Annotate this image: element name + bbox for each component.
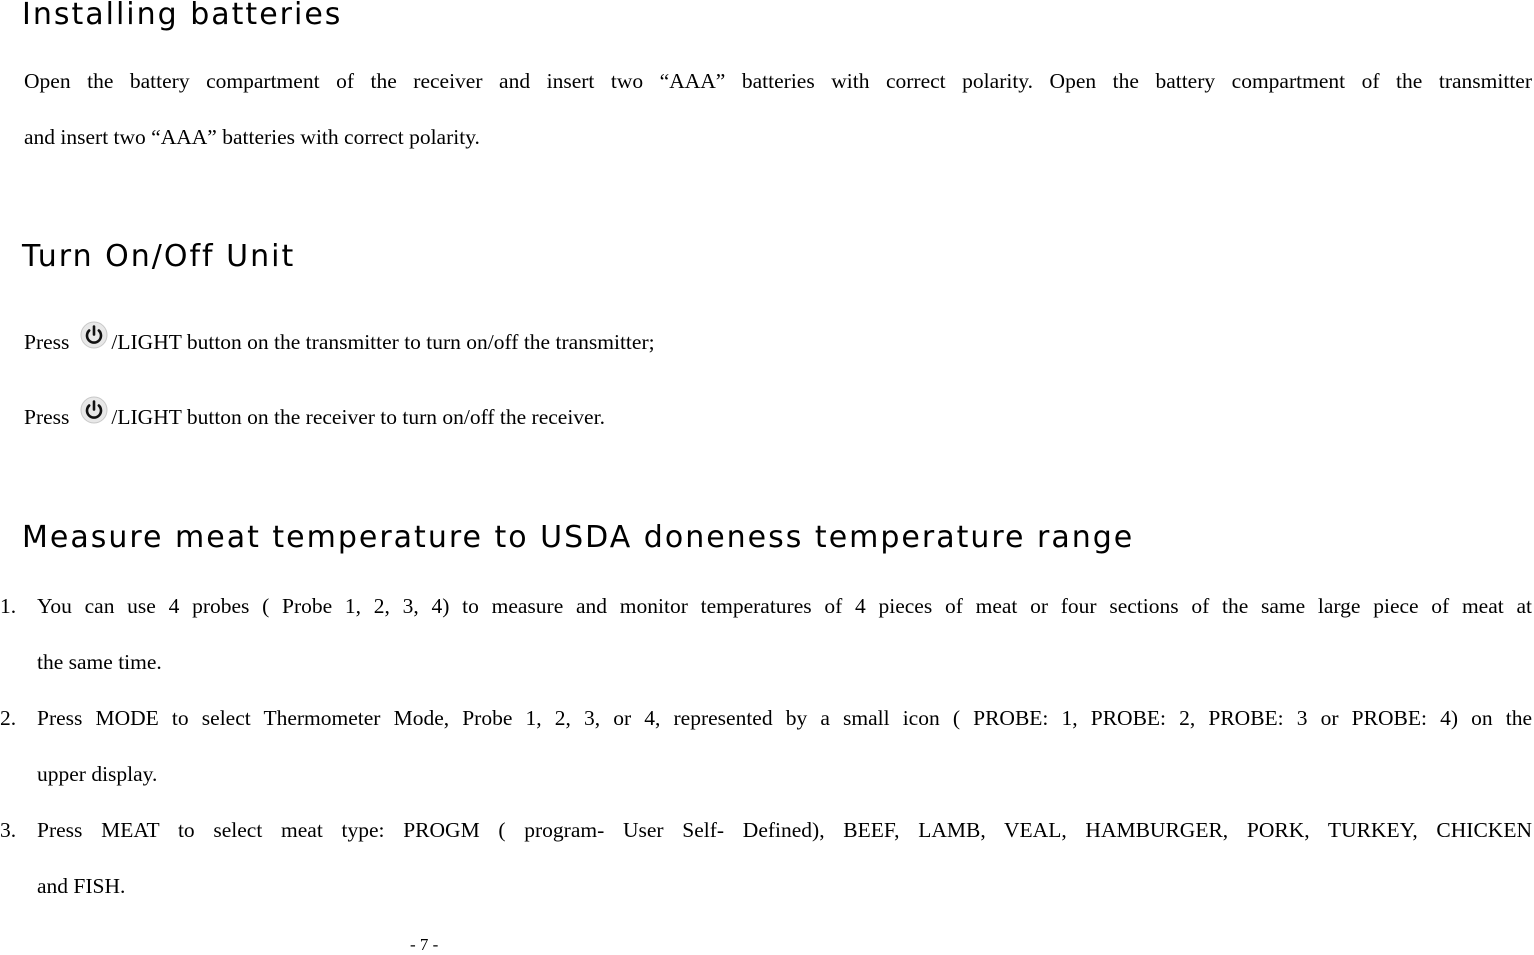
list-item-number: 3. — [0, 818, 17, 842]
list-item-number: 1. — [0, 594, 17, 618]
page-number: - 7 - — [410, 935, 439, 954]
installing-batteries-heading: Installing batteries — [22, 0, 343, 32]
turn-on-off-heading: Turn On/Off Unit — [22, 239, 296, 274]
list-item-1-line-1: You can use 4 probes ( Probe 1, 2, 3, 4) to measure and monitor temperatures of 4 pieces of meat or four sections of the same large piece of meat at — [37, 594, 1532, 618]
press-label: Press — [24, 330, 70, 354]
installing-batteries-line-1: Open the battery compartment of the receiver and insert two “AAA” batteries with correct polarity. Open the battery compartment of the transmitter — [24, 69, 1532, 93]
list-item-3-line-2: and FISH. — [37, 874, 126, 898]
power-icon — [79, 320, 109, 350]
list-item-number: 2. — [0, 706, 17, 730]
measure-meat-heading: Measure meat temperature to USDA doneness temperature range — [22, 520, 1135, 555]
transmitter-instruction-text: /LIGHT button on the transmitter to turn on/off the transmitter; — [111, 330, 655, 354]
list-item-2-line-2: upper display. — [37, 762, 158, 786]
receiver-instruction-text: /LIGHT button on the receiver to turn on/off the receiver. — [111, 405, 605, 429]
list-item-1-line-2: the same time. — [37, 650, 162, 674]
list-item-2-line-1: Press MODE to select Thermometer Mode, Probe 1, 2, 3, or 4, represented by a small icon ( PROBE: 1, PROBE: 2, PROBE: 3 or PROBE: 4) on the — [37, 706, 1532, 730]
power-icon — [79, 395, 109, 425]
list-item-3-line-1: Press MEAT to select meat type: PROGM ( program- User Self- Defined), BEEF, LAMB, VEAL, HAMBURGER, PORK, TURKEY, CHICKEN — [37, 818, 1532, 842]
press-label: Press — [24, 405, 70, 429]
receiver-power-instruction — [24, 401, 605, 431]
installing-batteries-line-2: and insert two “AAA” batteries with correct polarity. — [24, 125, 480, 149]
transmitter-power-instruction — [24, 326, 655, 356]
